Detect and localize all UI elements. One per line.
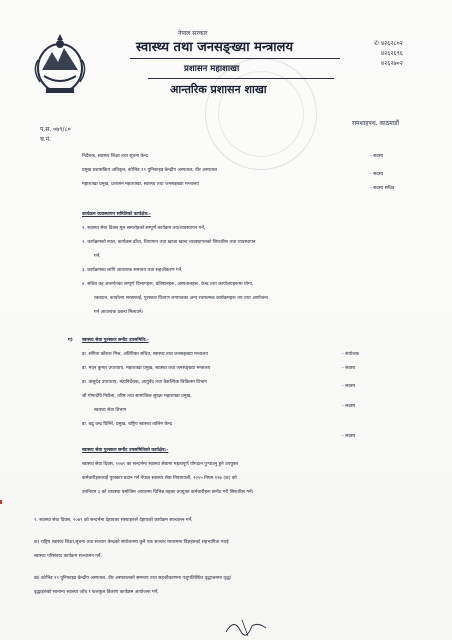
sub-member-5-role: - सदस्य <box>342 434 356 439</box>
point-2-kha-line-2: वृद्धाहरुको सामान्य स्वास्थ्य जाँच र फलफूल वितरण कार्यक्रम आयोजना गर्ने, <box>34 590 159 595</box>
nepal-emblem-icon <box>30 30 90 98</box>
header-divider <box>130 58 340 59</box>
committee-tasks-heading: कार्यक्रम व्यवस्थापन समितिको कार्यक्षेत्र:- <box>82 212 151 217</box>
member-2-role: - सदस्य <box>370 172 384 177</box>
subcommittee-tasks-heading: स्वास्थ्य सेवा पुरस्कार छनौट उपसमितिको कार्यक्षेत्र:- <box>82 448 169 453</box>
dispatch-number: च.नं. <box>40 136 51 143</box>
member-3-role: - सदस्य सचिव <box>370 186 395 191</box>
member-3: महाशाखा प्रमुख, प्रशासन महाशाखा, स्वास्थ्य तथा जनसङ्ख्या मन्त्रालय <box>82 182 199 187</box>
header-divider-2 <box>148 78 334 79</box>
sub-member-4: श्री गोमादेवि निरौला, वरिष्ठ तथा सामाजिक सुरक्षा महाशाखा प्रमुख, <box>82 394 192 399</box>
signature <box>222 614 272 638</box>
sub-member-1: डा. संगिता कौशल मिश्र, अतिरिक्त सचिव, स्वास्थ्य तथा जनसङ्ख्या मन्त्रालय <box>82 352 208 357</box>
point-2-ka-line-2: स्वास्थ्य परिसंवाद कार्यक्रम सञ्चालन गर्ने, <box>34 554 102 559</box>
sub-member-3-role: - सदस्य <box>342 384 356 389</box>
member-1-role: - सदस्य <box>370 154 384 159</box>
phone-2: ४२६२६९६ <box>381 50 403 57</box>
subcommittee-task-line-3: उपनियम ३ को व्यवस्था बमोजिम आधारमा विभिन्न तहका उपयुक्त कर्मचारीहरू छनौट गरी सिफारिस गर्ने। <box>82 490 254 495</box>
govt-name: नेपाल सरकार <box>178 30 208 37</box>
sub-member-2: डा. मदन कुमार उपाध्याय, महाशाखा प्रमुख, स्वास्थ्य तथा जनसङ्ख्या मन्त्रालय <box>82 366 211 371</box>
member-2: प्रमुख प्रशासकिय अधिकृत, कोभिड १९ युनिफाइड केन्द्रीय अस्पताल, वीर अस्पताल <box>82 168 218 173</box>
subcommittee-heading: स्वास्थ्य सेवा पुरस्कार छनौट उपसमिति:- <box>82 338 149 343</box>
subcommittee-task-line-2: कर्मचारीहरूलाई पुरस्कार प्रदान गर्न नेपाल स्वास्थ्य सेवा नियमावली, २०५५ नियम १२७ (क) को <box>82 476 237 481</box>
committee-task-3: ३. कार्यक्रमका लागि आवश्यक समन्वय तथा सहजीकरण गर्ने, <box>82 268 183 273</box>
member-1: निर्देशक, स्वास्थ्य शिक्षा तथा सूचना केन्द्र <box>82 154 148 159</box>
phone-3: ४२६२७०२ <box>381 60 403 67</box>
committee-task-1: १. स्वास्थ्य सेवा दिवस मूल समारोहको सम्पूर्ण कार्यक्रम तय/व्यवस्थापन गर्ने, <box>82 226 206 231</box>
sub-member-2-role: - सदस्य <box>342 366 356 371</box>
point-2-ka-line-1: क) राष्ट्रिय स्वास्थ्य शिक्षा,सूचना तथा सञ्चार केन्द्रको संयोजनमा कुनै एक सञ्चार माध्यममा विज्ञहरुको सहभागिता गराई <box>34 540 229 545</box>
committee-task-4-cont: रक्तदान, कार्यालय सरसफाई, पुरस्कार वितरण लगायतका अन्य रचनात्मक कार्यक्रमहरू तय तथा आयोजना <box>94 296 268 301</box>
point-2: २. स्वास्थ्य सेवा दिवस, २०७९ को सन्दर्भमा देहायका संस्थाहरुले देहायको कार्यक्रम सञ्चालन गर्ने, <box>34 518 193 523</box>
ministry-name: स्वास्थ्य तथा जनसङ्ख्या मन्त्रालय <box>136 40 294 55</box>
subcommittee-task-line-1: स्वास्थ्य सेवा दिवस, २०७९ का सन्दर्भमा स्वास्थ्य सेवामा महत्वपूर्ण योगदान पुऱ्याउनु हुने उपयुक्त <box>82 462 238 467</box>
sub-member-4-role: - सदस्य <box>342 404 356 409</box>
committee-task-2: २. कार्यक्रमको स्थल, कार्यक्रम ढाँचा, चियापान तथा खाजा खाना व्यवस्थापनको सिफारिस तथा व्यवस्थापन <box>82 240 256 245</box>
margin-mark <box>0 500 2 504</box>
sub-member-3: डा. वासुदेव उपाध्याय, महानिर्देशक, आयुर्वेद तथा वैकल्पिक चिकित्सा विभाग <box>82 380 207 385</box>
sub-member-4-cont: स्वास्थ्य सेवा विभाग <box>94 408 127 413</box>
committee-task-2-cont: गर्ने, <box>94 254 101 259</box>
office-address: रामशाहपथ, काठमाडौं <box>352 120 400 127</box>
section-name: आन्तरिक प्रशासन शाखा <box>170 83 267 96</box>
sub-member-1-role: - संयोजक <box>342 352 360 357</box>
committee-task-4: ४. सचिव तह अन्तर्गतका सम्पूर्ण विभागहरू, प्रतिष्ठानहरू, अस्पतालहरू, केन्द्र तथा कार्यालयहरूमा योग्य, <box>82 282 254 287</box>
phone-icon: ✆ <box>374 40 380 47</box>
subcommittee-label: ग) <box>68 338 73 343</box>
committee-task-4-cont-2: गर्न आवश्यक प्रबन्ध मिलाउने। <box>94 310 144 315</box>
letter-ref-number: प.स. ०७९/८० <box>40 126 71 133</box>
point-2-kha-line-1: ख) कोभिड १९ युनिफाइड केन्द्रीय अस्पताल, वीर अस्पतालको समन्वय तथा सहजीकरणमा पशुपतिस्थित वृद्धाश्रममा वृद्ध/ <box>34 576 232 581</box>
phone-1: ४२६२८०२ <box>381 40 403 47</box>
sub-member-5: डा. बद्रु चन्द्र घिमिरे, प्रमुख, राष्ट्रिय स्वास्थ्य तालिम केन्द्र <box>82 422 172 427</box>
division-name: प्रशासन महाशाखा <box>184 64 240 74</box>
